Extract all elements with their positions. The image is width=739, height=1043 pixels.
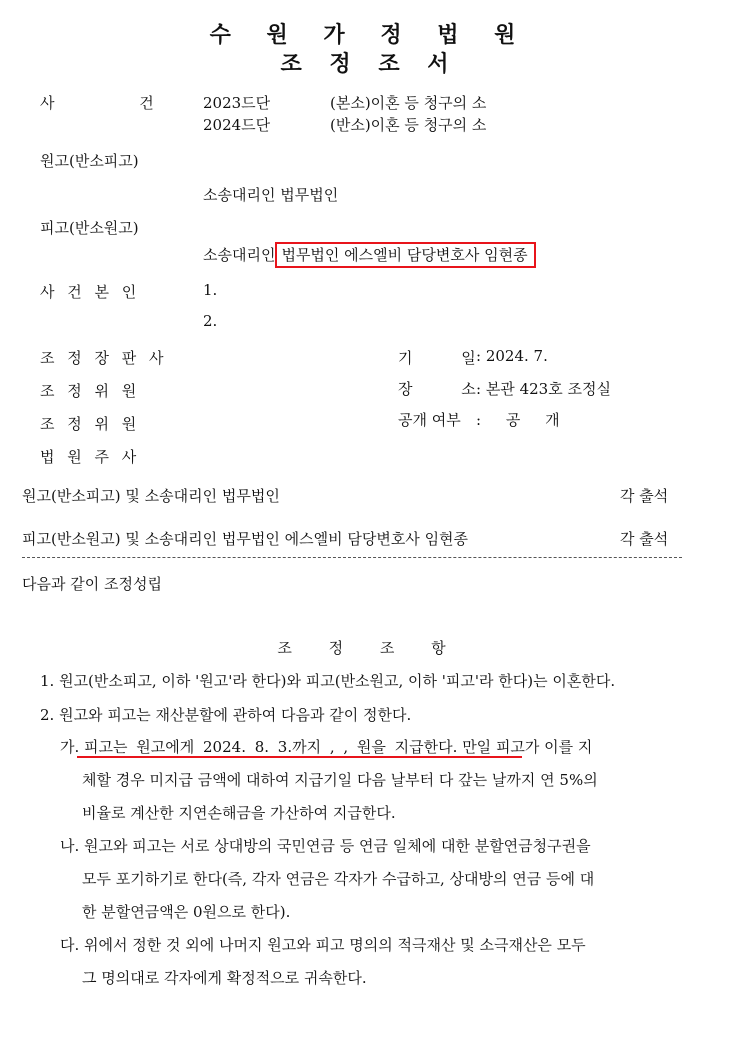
defendant-label: 피고(반소원고) (40, 219, 139, 237)
date-value: : 2024. 7. (476, 347, 548, 365)
term-ga-marker: 가. (60, 738, 80, 756)
defendant-agent (203, 244, 536, 265)
case-number-2: 2024드단 (203, 116, 271, 134)
term-ga-line2: 체할 경우 미지급 금액에 대하여 지급기일 다음 날부터 다 갚는 날까지 연 5%의 (82, 771, 598, 789)
case-label: 사 건 (40, 94, 194, 112)
court-name: 수 원 가 정 법 원 (209, 22, 530, 48)
attendance-status-2: 각 출석 (620, 530, 669, 548)
divider (22, 557, 682, 558)
mediation-result: 다음과 같이 조정성립 (22, 575, 162, 593)
case-name-2: (반소)이혼 등 청구의 소 (330, 116, 487, 134)
public-value: : 공 개 (476, 411, 560, 429)
plaintiff-label: 원고(반소피고) (40, 152, 139, 170)
terms-title: 조 정 조 항 (277, 639, 462, 657)
highlight-box (275, 242, 535, 268)
term-ga-underlined: 피고는 원고에게 2024. 8. 3.까지 , , 원을 지급한다. (84, 738, 458, 756)
official-label-mediator-1: 조 정 위 원 (40, 382, 141, 400)
principal-2: 2. (203, 312, 218, 330)
attendance-party-1: 원고(반소피고) 및 소송대리인 법무법인 (22, 487, 280, 505)
term-1: 1. 원고(반소피고, 이하 '원고'라 한다)와 피고(반소원고, 이하 '피고'라 한다)는 이혼한다. (40, 672, 616, 690)
official-label-mediator-2: 조 정 위 원 (40, 415, 141, 433)
principal-1: 1. (203, 281, 218, 299)
defendant-agent-firm: 법무법인 에스엘비 담당변호사 임현종 (281, 246, 528, 264)
term-ga-line1 (60, 736, 592, 757)
term-2: 2. 원고와 피고는 재산분할에 관하여 다음과 같이 정한다. (40, 706, 412, 724)
term-ga-line3: 비율로 계산한 지연손해금을 가산하여 지급한다. (82, 804, 396, 822)
official-label-judge: 조 정 장 판 사 (40, 349, 168, 367)
case-number-1: 2023드단 (203, 94, 271, 112)
place-label: 장 소 (398, 380, 498, 398)
place-value: : 본관 423호 조정실 (476, 380, 611, 398)
term-na-line1: 나. 원고와 피고는 서로 상대방의 국민연금 등 연금 일체에 대한 분할연금청구권을 (60, 837, 591, 855)
date-label: 기 일 (398, 349, 498, 367)
defendant-agent-prefix: 소송대리인 (203, 246, 276, 264)
term-ga-rest: 만일 피고가 이를 지 (457, 738, 593, 756)
term-da-line2: 그 명의대로 각자에게 확정적으로 귀속한다. (82, 969, 367, 987)
attendance-party-2: 피고(반소원고) 및 소송대리인 법무법인 에스엘비 담당변호사 임현종 (22, 530, 469, 548)
case-name-1: (본소)이혼 등 청구의 소 (330, 94, 487, 112)
plaintiff-agent: 소송대리인 법무법인 (203, 186, 339, 204)
document-type: 조 정 조 서 (280, 51, 459, 77)
official-label-clerk: 법 원 주 사 (40, 448, 141, 466)
highlight-underline (77, 756, 522, 758)
public-label: 공개 여부 (398, 411, 461, 429)
term-da-line1: 다. 위에서 정한 것 외에 나머지 원고와 피고 명의의 적극재산 및 소극재산은 모두 (60, 936, 586, 954)
attendance-status-1: 각 출석 (620, 487, 669, 505)
principals-label: 사 건 본 인 (40, 283, 141, 301)
term-na-line2: 모두 포기하기로 한다(즉, 각자 연금은 각자가 수급하고, 상대방의 연금 등에 대 (82, 870, 595, 888)
term-na-line3: 한 분할연금액은 0원으로 한다). (82, 903, 291, 921)
